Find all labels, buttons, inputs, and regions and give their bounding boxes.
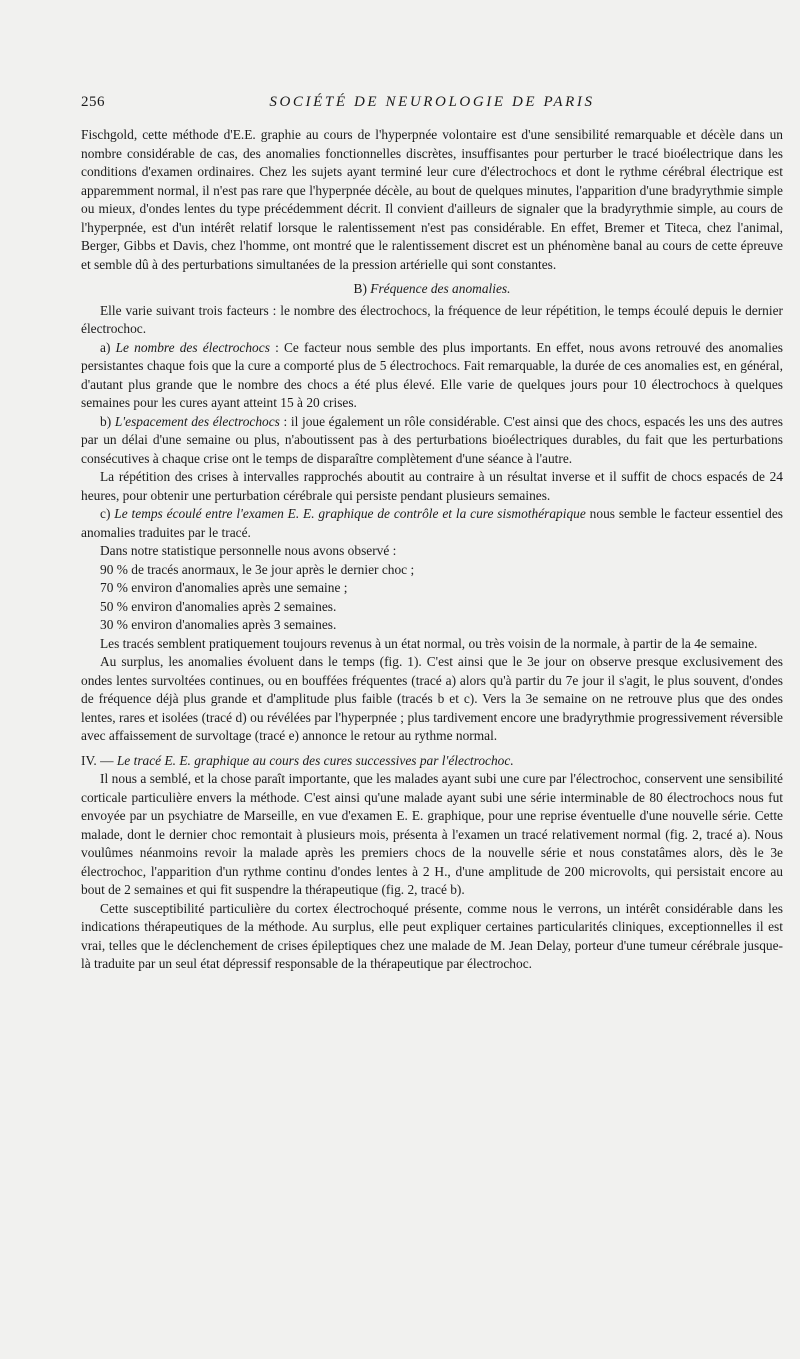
statistic-value: 50 % (100, 598, 128, 614)
paragraph-factors: Elle varie suivant trois facteurs : le nombre des électrochocs, la fréquence de leur répétition, le temps écoulé depuis le dernier électrochoc. (81, 302, 783, 336)
paragraph-repetition: La répétition des crises à intervalles rapprochés aboutit au contraire à un résultat inverse et il suffit de chocs espacés de 24 heures, pour obtenir une perturbation cérébrale qui persiste pendant plusieurs semaines. (81, 469, 783, 503)
subsection-heading-b (81, 280, 783, 299)
paragraph-normalization: Les tracés semblent pratiquement toujours revenus à un état normal, ou très voisin de la normale, à partir de la 4e semaine. (100, 635, 758, 651)
paragraph-hyperpnea: Fischgold, cette méthode d'E.E. graphie au cours de l'hyperpnée volontaire est d'une sensibilité remarquable et décèle dans un nombre considérable de cas, des anomalies fonctionnelles discrètes, insuffisantes pour perturber le tracé bioélectrique dans les conditions d'examen ordinaires. Chez les sujets ayant terminé leur cure d'électrochocs et dont le rythme cérébral électrique est apparemment normal, il n'est pas rare que l'hyperpnée décèle, au bout de quelques minutes, l'apparition d'une bradyrythmie simple ou mieux, d'ondes lentes du type précédemment décrit. Il convient d'ailleurs de signaler que la bradyrythmie simple, au cours de l'hyperpnée, est d'un intérêt relatif lorsque le ralentissement n'est pas considérable. En effet, Bremer et Titeca, chez l'animal, Berger, Gibbs et Davis, chez l'homme, ont montré que le ralentissement discret est un phénomène banal au cours de cette épreuve et semble dû à des perturbations simultanées de la pression artérielle qui sont constantes. (81, 127, 783, 272)
paragraph-statistics-intro: Dans notre statistique personnelle nous avons observé : (100, 543, 397, 558)
statistic-line (81, 561, 783, 580)
factor-text: nous semble le facteur essentiel des anomalies traduites par le tracé. (81, 506, 783, 540)
paragraph-evolution: Au surplus, les anomalies évoluent dans le temps (fig. 1). C'est ainsi que le 3e jour on observe presque exclusivement des ondes lentes survoltées continues, ou en bouffées fréquentes (tracé a) alors qu'à partir du 7e jour il s'agit, le plus souvent, d'ondes de fréquence déjà plus grande et d'amplitude plus faible (tracés b et c). Vers la 3e semaine on ne retrouve plus que des ondes lentes, rares et isolées (tracé d) ou révélées par l'hyperpnée ; plus tardivement encore une bradyrythmie progressivement réversible avec affaissement de survoltage (tracé e) annonce le retour au rythme normal. (81, 654, 783, 743)
factor-title: Le nombre des électrochocs (115, 339, 270, 355)
paragraph-factor-b (81, 413, 783, 469)
factor-marker: c) (100, 506, 111, 521)
factor-marker: b) (100, 413, 112, 429)
paragraph-case-report: Il nous a semblé, et la chose paraît importante, que les malades ayant subi une cure par l'électrochoc, conservent une sensibilité corticale particulière envers la méthode. C'est ainsi qu'une malade ayant subi une série interminable de 80 électrochocs nous fut envoyée par un psychiatre de Marseille, en vue d'examen E. E. graphique, pour une reprise éventuelle d'une nouvelle série. Cette malade, dont le dernier choc remontait à plusieurs mois, présenta à l'examen un tracé relativement normal (fig. 2, tracé a). Nous voulûmes néanmoins revoir la malade après les premiers chocs de la nouvelle série et nous constatâmes alors, dès le 3e électrochoc, l'apparition d'un rythme continu d'ondes lentes à 2 H., d'une amplitude de 200 microvolts, qui persistait encore au bout de 2 semaines et qui fit suspendre la thérapeutique (fig. 2, tracé b). (81, 771, 783, 897)
page-header (81, 94, 783, 118)
page-number: 256 (81, 94, 105, 110)
statistic-value: 70 % (100, 580, 128, 595)
statistic-text: environ d'anomalies après 2 semaines. (127, 598, 337, 614)
statistic-text: environ d'anomalies après 3 semaines. (127, 617, 337, 632)
factor-marker: a) (100, 339, 111, 355)
subsection-marker: B) (353, 281, 367, 296)
statistic-line (81, 598, 783, 617)
section-title: Le tracé E. E. graphique au cours des cures successives par l'électrochoc. (116, 752, 514, 768)
statistic-text: de tracés anormaux, le 3e jour après le dernier choc ; (127, 561, 415, 577)
paragraph-susceptibility: Cette susceptibilité particulière du cortex électrochoqué présente, comme nous le verrons, un intérêt considérable dans les indications thérapeutiques de la méthode. Au surplus, elle peut expliquer certaines particularités cliniques, exceptionnelles il est vrai, telles que le déclenchement de crises épileptiques chez une malade de M. Jean Delay, porteur d'une tumeur cérébrale jusque-là traduite par un seul état dépressif responsable de la thérapeutique par électrochoc. (81, 900, 783, 971)
factor-text: : Ce facteur nous semble des plus importants. En effet, nous avons retrouvé des anomalies persistantes chaque fois que la cure a comporté plus de 5 électrochocs. Fait remarquable, la durée de ces anomalies est, en général, d'autant plus grande que le nombre des chocs a été plus élevé. Elle varie de quelques jours pour 10 électrochocs à quelques semaines pour les cures ayant atteint 15 à 20 crises. (81, 339, 783, 410)
paragraph-factor-a (81, 339, 783, 413)
section-heading-iv (81, 752, 783, 771)
section-marker: IV. — (81, 752, 114, 768)
subsection-title: Fréquence des anomalies. (370, 281, 511, 296)
factor-title: Le temps écoulé entre l'examen E. E. graphique de contrôle et la cure sismothérapique (114, 506, 586, 521)
article-body (81, 126, 783, 974)
statistic-value: 30 % (100, 617, 128, 632)
paragraph-factor-c (81, 505, 783, 542)
statistic-text: environ d'anomalies après une semaine ; (127, 580, 348, 595)
statistic-line (81, 579, 783, 598)
running-head: SOCIÉTÉ DE NEUROLOGIE DE PARIS (269, 94, 595, 110)
factor-title: L'espacement des électrochocs (114, 413, 280, 429)
statistic-line (81, 616, 783, 635)
statistic-value: 90 % (100, 561, 128, 577)
factor-text: : il joue également un rôle considérable. C'est ainsi que des chocs, espacés les uns des autres par un délai d'une semaine ou plus, n'aboutissent pas à des perturbations bioélectriques durables, du fait que les perturbations consécutives à chaque crise ont le temps de disparaître complètement d'une séance à l'autre. (81, 413, 783, 466)
